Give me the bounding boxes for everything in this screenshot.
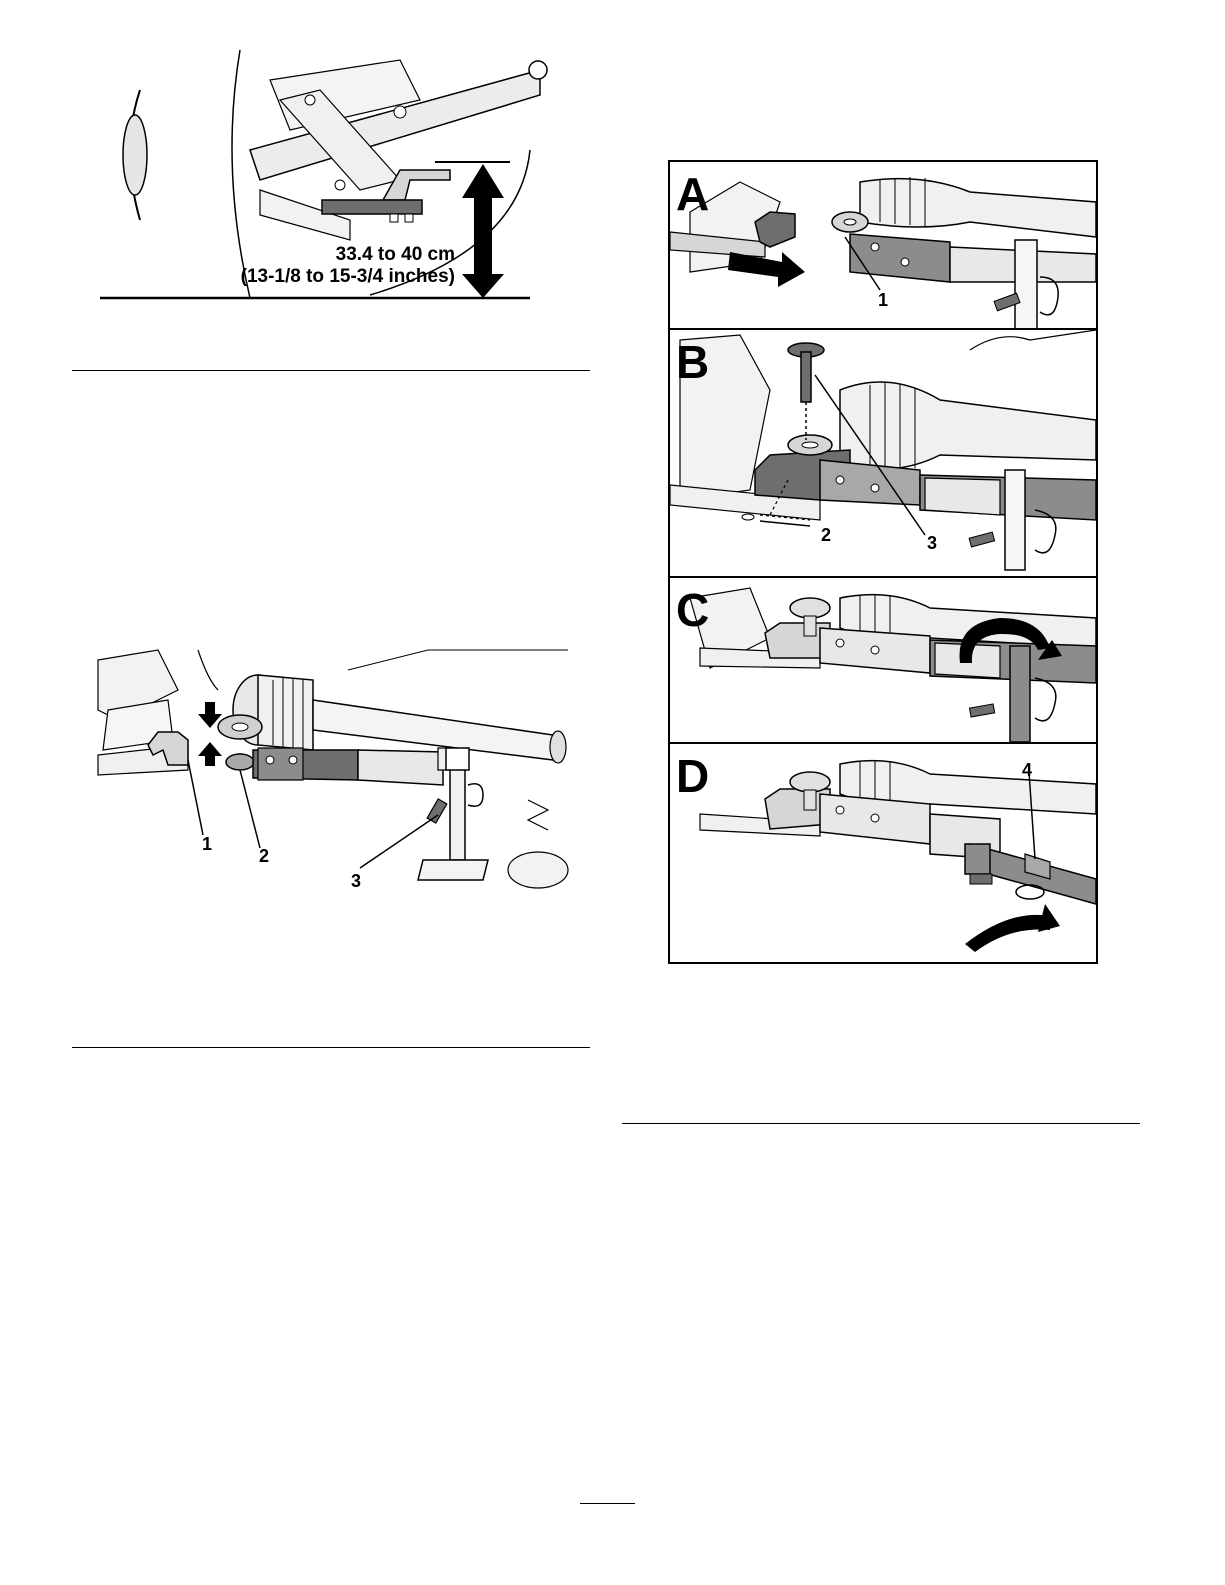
- divider-3: [622, 1123, 1140, 1124]
- panel-b: [670, 330, 1096, 576]
- height-measurement-imperial: (13-1/8 to 15-3/4 inches): [240, 266, 455, 287]
- divider-2: [72, 1047, 590, 1048]
- divider-1: [72, 370, 590, 371]
- panel-d: [670, 744, 1096, 962]
- callout-d-4: 4: [1021, 760, 1033, 780]
- figure-coupling: [98, 650, 568, 890]
- panel-letter-a: A: [676, 168, 710, 220]
- panel-a: [670, 162, 1096, 328]
- up-down-arrow-icon: [462, 164, 504, 298]
- panel-letter-b: B: [676, 336, 710, 388]
- callout-b-3: 3: [926, 533, 938, 553]
- callout-1: 1: [201, 834, 213, 854]
- callout-3: 3: [350, 871, 362, 891]
- callout-b-2: 2: [820, 525, 832, 545]
- callout-a-1: 1: [877, 290, 889, 310]
- panel-letter-d: D: [676, 750, 710, 802]
- panel-c: [670, 578, 1096, 742]
- panel-letter-c: C: [676, 584, 710, 636]
- up-arrow-icon: [198, 742, 222, 766]
- page-number-rule: [580, 1503, 635, 1504]
- callout-2: 2: [258, 846, 270, 866]
- figure-hitch-height: [100, 40, 540, 310]
- height-measurement-metric: 33.4 to 40 cm: [335, 244, 455, 265]
